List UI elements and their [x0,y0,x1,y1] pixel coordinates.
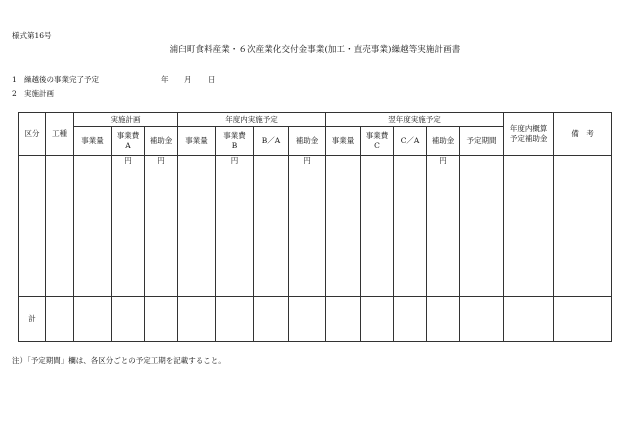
cell-plan-cost: 円 [112,156,145,297]
item2-number: 2 [12,89,17,98]
total-cell [74,297,112,342]
cell-remarks [554,156,612,297]
cell-current-cost: 円 [216,156,254,297]
cell-next-cost [361,156,394,297]
implementation-plan-heading [12,88,54,99]
header-current-volume: 事業量 [178,127,216,156]
header-work-type: 工種 [46,113,74,156]
header-plan-subsidy: 補助金 [145,127,178,156]
cell-work-type [46,156,74,297]
header-group-current-year: 年度内実施予定 [178,113,326,127]
cell-next-subsidy: 円 [427,156,460,297]
header-next-cost [361,127,394,156]
header-b-over-a: B／A [254,127,289,156]
header-plan-cost [112,127,145,156]
header-category: 区分 [19,113,46,156]
total-cell [289,297,326,342]
total-cell [178,297,216,342]
total-cell [427,297,460,342]
header-year-subsidy [504,113,554,156]
total-label: 計 [19,297,46,342]
total-cell [326,297,361,342]
header-period: 予定期間 [460,127,504,156]
page-title: 浦臼町食料産業・６次産業化交付金事業(加工・直売事業)繰越等実施計画書 [169,45,461,55]
cell-next-volume [326,156,361,297]
header-next-cost-label: 事業費 [365,131,389,140]
total-cell [216,297,254,342]
cell-period [460,156,504,297]
implementation-plan-table [18,112,612,342]
header-current-cost-b: B [231,141,238,150]
day-label: 日 [208,75,216,84]
table-row [19,156,612,297]
month-label: 月 [184,75,192,84]
header-plan-volume: 事業量 [74,127,112,156]
cell-plan-volume [74,156,112,297]
header-year-subsidy-line1: 年度内概算 [509,124,548,133]
total-cell [361,297,394,342]
cell-category [19,156,46,297]
total-cell [394,297,427,342]
header-plan-cost-label: 事業費 [116,131,140,140]
header-group-next-year: 翌年度実施予定 [326,113,504,127]
total-cell [504,297,554,342]
total-cell [145,297,178,342]
cell-current-subsidy: 円 [289,156,326,297]
total-row [19,297,612,342]
completion-date-fields [161,74,216,85]
total-cell [254,297,289,342]
cell-b-over-a [254,156,289,297]
cell-year-subsidy [504,156,554,297]
header-group-plan: 実施計画 [74,113,178,127]
total-cell [46,297,74,342]
header-next-cost-c: C [374,141,380,150]
item1-number: 1 [12,75,17,84]
header-c-over-a: C／A [394,127,427,156]
item2-label: 実施計画 [24,89,54,98]
year-label: 年 [161,75,169,84]
header-next-volume: 事業量 [326,127,361,156]
item1-label: 繰越後の事業完了予定 [24,75,99,84]
header-year-subsidy-line2: 予定補助金 [509,134,548,143]
header-current-subsidy: 補助金 [289,127,326,156]
header-remarks: 備 考 [554,113,612,156]
form-number: 様式第16号 [12,31,52,40]
footnote: 注）「予定期間」欄は、各区分ごとの予定工期を記載すること。 [12,356,226,365]
header-current-cost [216,127,254,156]
cell-plan-subsidy: 円 [145,156,178,297]
cell-current-volume [178,156,216,297]
total-cell [460,297,504,342]
header-plan-cost-a: A [125,141,131,150]
header-next-subsidy: 補助金 [427,127,460,156]
total-cell [112,297,145,342]
cell-c-over-a [394,156,427,297]
total-cell [554,297,612,342]
completion-date-line [12,74,216,85]
header-current-cost-label: 事業費 [223,131,246,140]
